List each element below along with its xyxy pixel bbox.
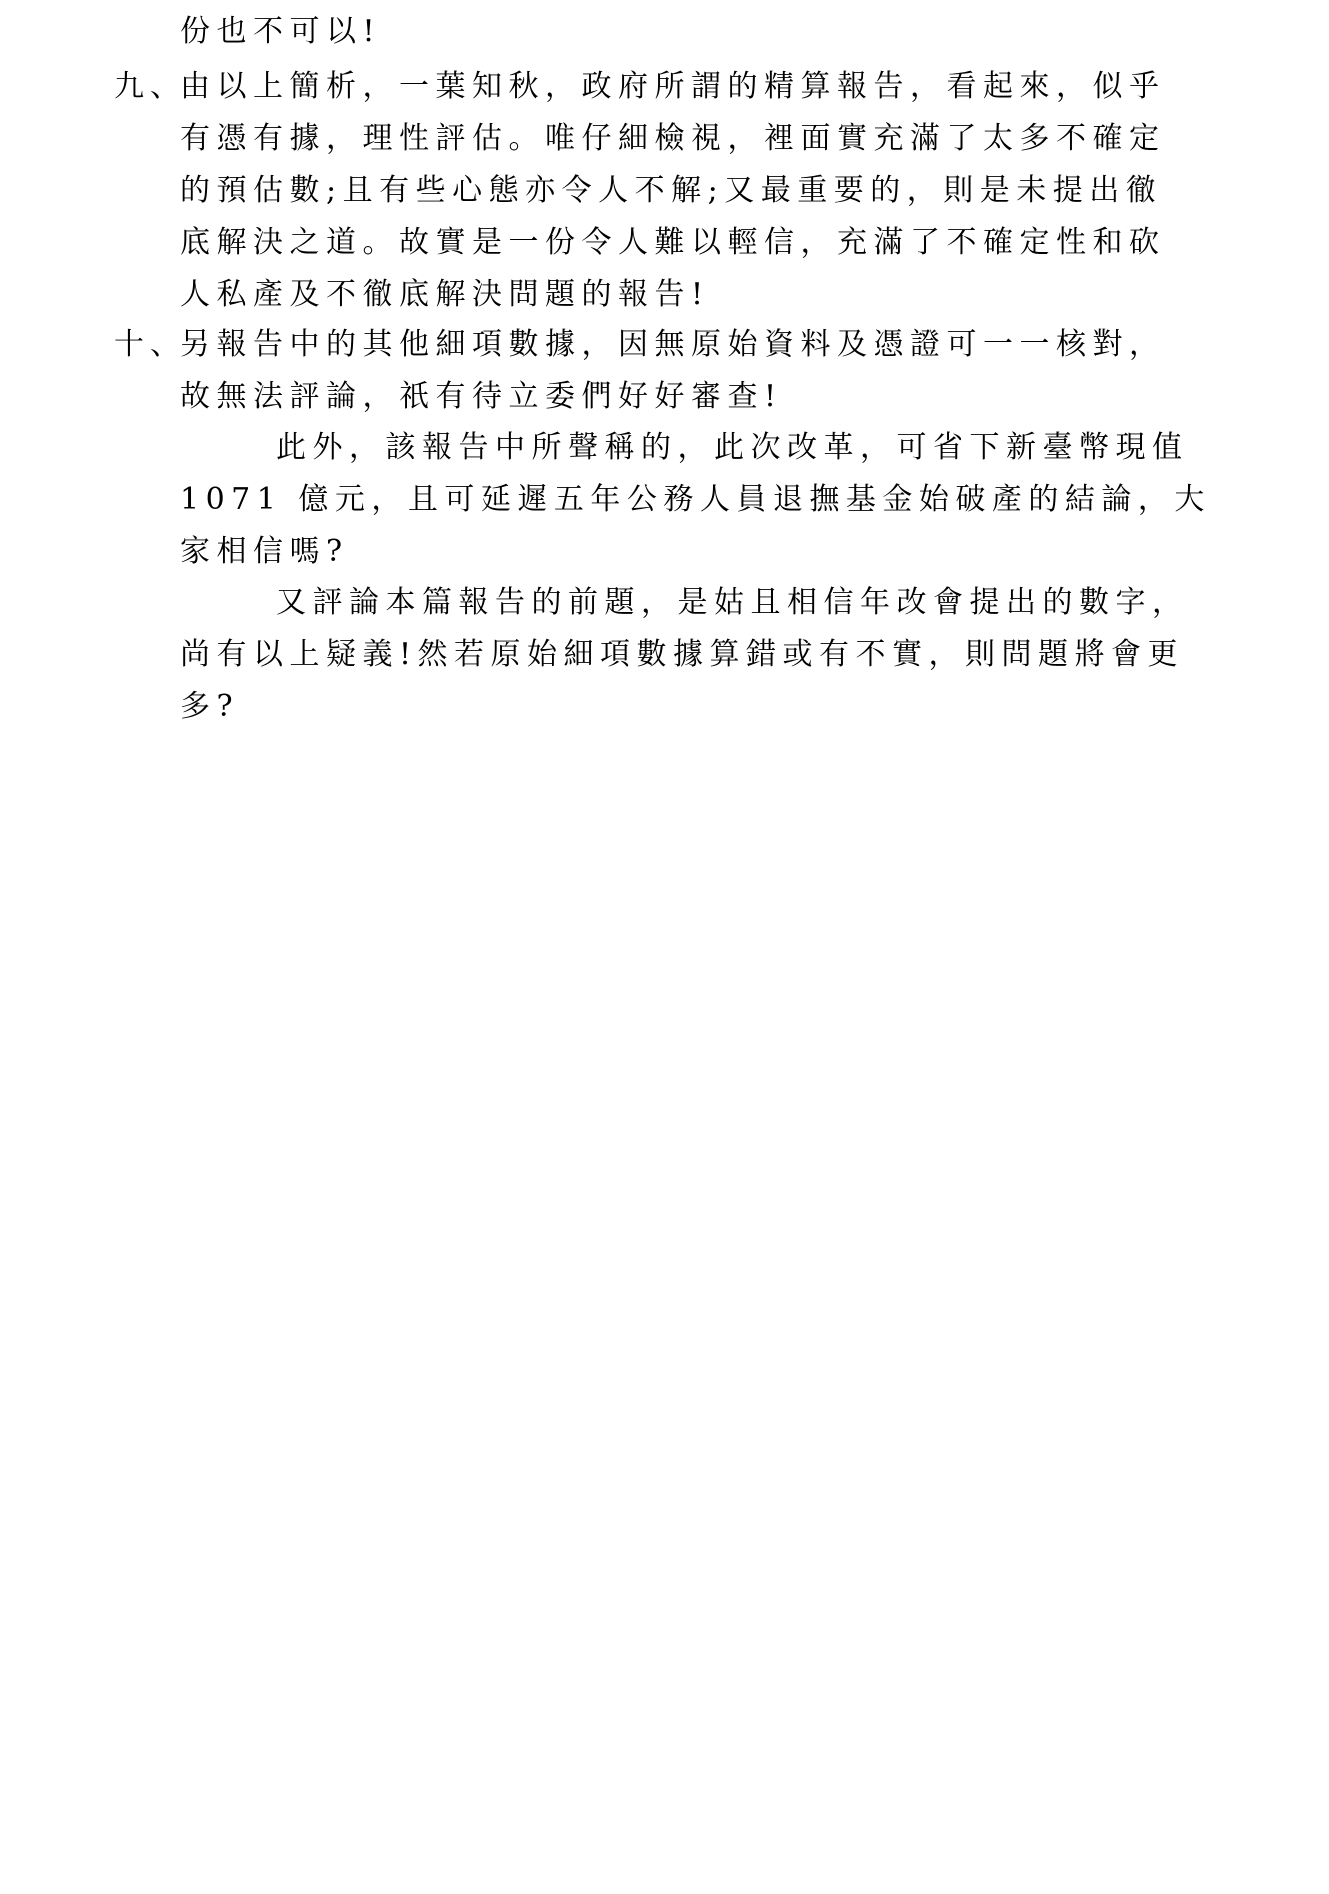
item-marker-nine: 九、 — [114, 69, 186, 104]
item-marker-ten: 十、 — [114, 327, 186, 362]
paragraph-1-line-1: 此外，該報告中所聲稱的，此次改革，可省下新臺幣現值 — [276, 430, 1189, 465]
item-nine-line-3: 的預估數;且有些心態亦令人不解;又最重要的，則是未提出徹 — [180, 173, 1163, 208]
item-ten-line-2: 故無法評論，祇有待立委們好好審查! — [180, 379, 783, 414]
item-nine-line-2: 有憑有據，理性評估。唯仔細檢視，裡面實充滿了太多不確定 — [180, 121, 1166, 156]
item-ten-line-1: 另報告中的其他細項數據，因無原始資料及憑證可一一核對， — [180, 327, 1166, 362]
item-nine-line-5: 人私產及不徹底解決問題的報告! — [180, 277, 710, 312]
paragraph-2-line-3: 多? — [180, 689, 240, 724]
paragraph-2-line-2: 尚有以上疑義!然若原始細項數據算錯或有不實，則問題將會更 — [180, 637, 1185, 672]
item-nine-line-4: 底解決之道。故實是一份令人難以輕信，充滿了不確定性和砍 — [180, 225, 1166, 260]
paragraph-1-line-3: 家相信嗎? — [180, 534, 349, 569]
continuation-line: 份也不可以! — [180, 14, 382, 49]
paragraph-1-line-2: 1071 億元，且可延遲五年公務人員退撫基金始破產的結論，大 — [180, 482, 1211, 517]
item-nine-line-1: 由以上簡析，一葉知秋，政府所謂的精算報告，看起來，似乎 — [180, 69, 1166, 104]
paragraph-2-line-1: 又評論本篇報告的前題，是姑且相信年改會提出的數字， — [276, 585, 1189, 620]
